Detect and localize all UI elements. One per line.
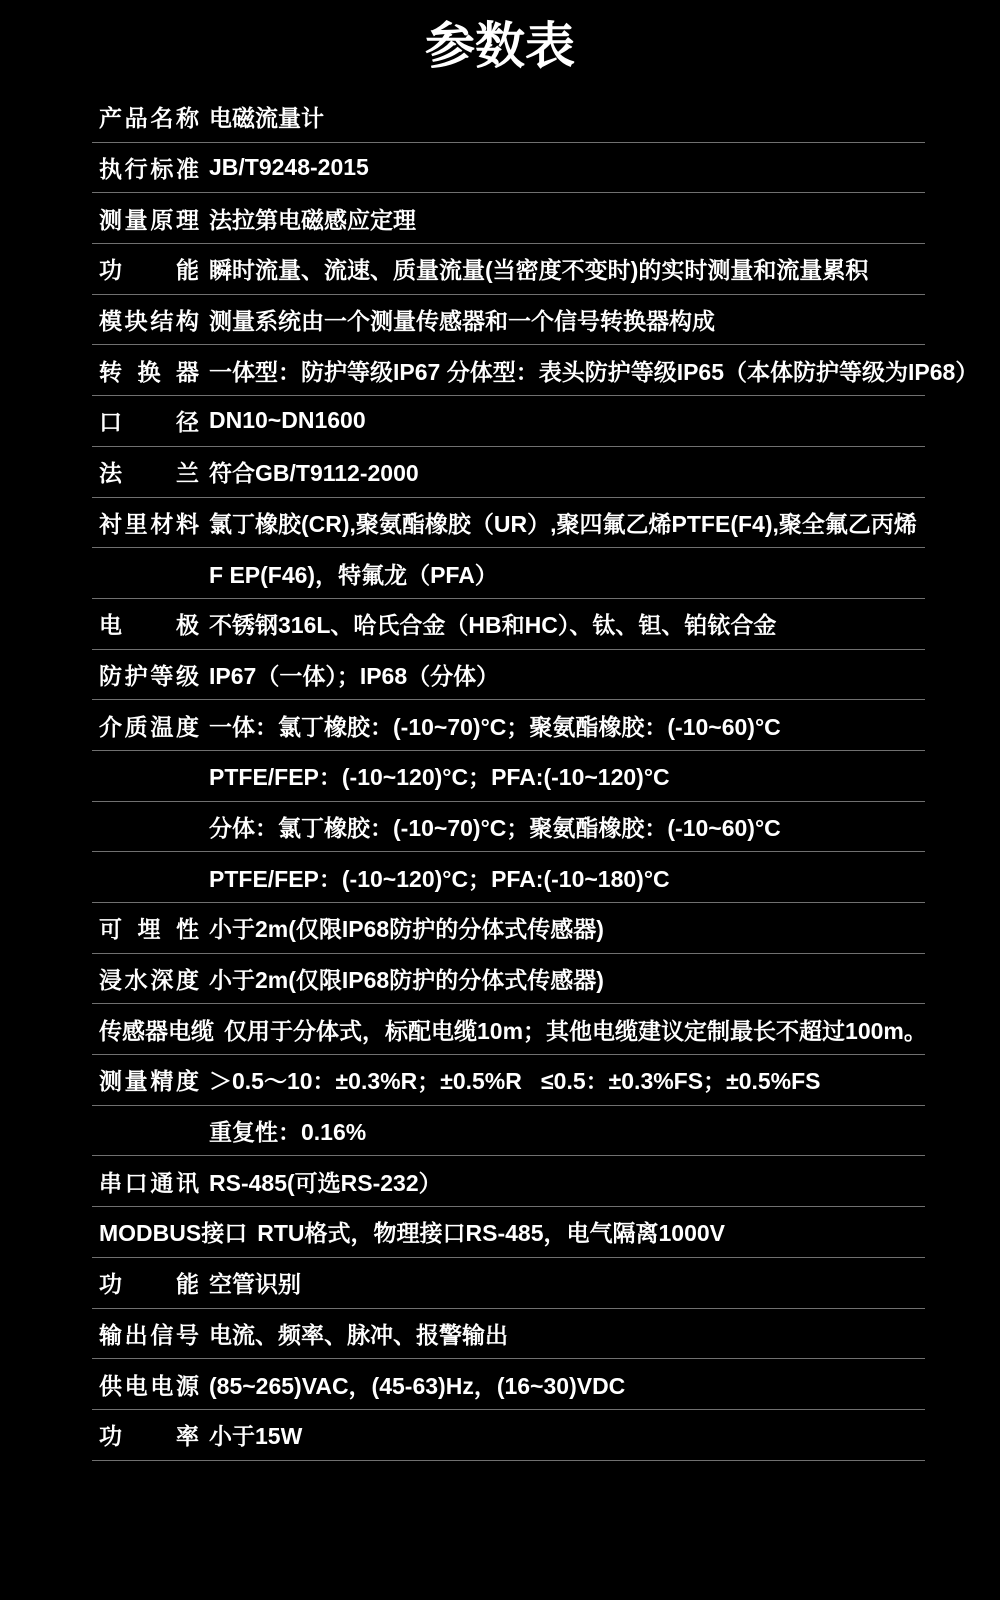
row-label: 供电电源 [99, 1372, 199, 1399]
row-value: (85~265)VAC，(45-63)Hz，(16~30)VDC [209, 1372, 626, 1399]
table-row [92, 548, 925, 599]
row-value: 仅用于分体式，标配电缆10m；其他电缆建议定制最长不超过100m。 [224, 1017, 927, 1044]
row-value: 小于2m(仅限IP68防护的分体式传感器) [209, 916, 604, 943]
row-label: 模块结构 [99, 308, 199, 335]
row-label: 产品名称 [99, 105, 199, 132]
row-label: 浸水深度 [99, 967, 199, 994]
row-label: 输出信号 [99, 1321, 199, 1348]
row-value: 电磁流量计 [209, 105, 324, 132]
table-row [92, 193, 925, 244]
table-row [92, 1156, 925, 1207]
table-row [92, 1055, 925, 1106]
row-value: 重复性：0.16% [209, 1119, 367, 1146]
table-row [92, 1309, 925, 1360]
row-value: 分体：氯丁橡胶：(-10~70)°C；聚氨酯橡胶：(-10~60)°C [209, 814, 781, 841]
row-value: 一体：氯丁橡胶：(-10~70)°C；聚氨酯橡胶：(-10~60)°C [209, 713, 781, 740]
table-row [92, 498, 925, 549]
row-label: 测量精度 [99, 1068, 199, 1095]
table-row [92, 396, 925, 447]
table-row [92, 1258, 925, 1309]
row-value: RS-485(可选RS-232） [209, 1169, 442, 1196]
row-value: 小于2m(仅限IP68防护的分体式传感器) [209, 967, 604, 994]
table-row [92, 1359, 925, 1410]
table-row [92, 244, 925, 295]
table-row [92, 802, 925, 853]
table-row [92, 92, 925, 143]
table-row [92, 599, 925, 650]
table-row [92, 1410, 925, 1461]
table-row [92, 345, 979, 396]
row-label: 可 埋 性 [99, 916, 199, 943]
row-label: 串口通讯 [99, 1169, 199, 1196]
page-title: 参数表 [425, 18, 575, 74]
row-label: 口 径 [99, 409, 199, 436]
row-value: DN10~DN1600 [209, 407, 366, 434]
table-row [92, 143, 925, 194]
table-row [92, 751, 925, 802]
row-label: 传感器电缆 [99, 1017, 214, 1044]
row-value: 不锈钢316L、哈氏合金（HB和HC）、钛、钽、铂铱合金 [209, 612, 777, 639]
row-value: 空管识别 [209, 1271, 301, 1298]
row-label: 转 换 器 [99, 358, 199, 385]
spec-table [92, 92, 979, 1461]
table-row [92, 650, 925, 701]
row-value: 测量系统由一个测量传感器和一个信号转换器构成 [209, 308, 715, 335]
table-row [92, 954, 925, 1005]
row-label: 电 极 [99, 612, 199, 639]
row-label: 测量原理 [99, 206, 199, 233]
row-label: 防护等级 [99, 662, 199, 689]
row-value: PTFE/FEP：(-10~120)°C；PFA:(-10~120)°C [209, 764, 670, 791]
row-value: IP67（一体）；IP68（分体） [209, 662, 500, 689]
row-value: 法拉第电磁感应定理 [209, 206, 416, 233]
row-label: 功 能 [99, 1271, 199, 1298]
row-label: 衬里材料 [99, 510, 199, 537]
row-value: 小于15W [209, 1423, 303, 1450]
row-value: F EP(F46)，特氟龙（PFA） [209, 561, 498, 588]
table-row [92, 700, 925, 751]
row-value: JB/T9248-2015 [209, 154, 369, 181]
row-label: 执行标准 [99, 156, 199, 183]
row-label: MODBUS接口 [99, 1220, 248, 1247]
table-row [92, 1004, 925, 1055]
table-row [92, 903, 925, 954]
table-row [92, 1207, 925, 1258]
row-label: 介质温度 [99, 713, 199, 740]
table-row [92, 295, 925, 346]
row-label: 功 率 [99, 1423, 199, 1450]
table-row [92, 852, 925, 903]
row-value: 瞬时流量、流速、质量流量(当密度不变时)的实时测量和流量累积 [209, 257, 869, 284]
row-label: 法 兰 [99, 460, 199, 487]
row-value: ＞0.5～10：±0.3%R；±0.5%R ≤0.5：±0.3%FS；±0.5%FS [209, 1068, 821, 1095]
row-label: 功 能 [99, 257, 199, 284]
row-value: 电流、频率、脉冲、报警输出 [209, 1321, 508, 1348]
row-value: 一体型：防护等级IP67 分体型：表头防护等级IP65（本体防护等级为IP68） [209, 358, 979, 385]
table-row [92, 1106, 925, 1157]
row-value: PTFE/FEP：(-10~120)°C；PFA:(-10~180)°C [209, 865, 670, 892]
table-row [92, 447, 925, 498]
row-value: 符合GB/T9112-2000 [209, 460, 419, 487]
row-value: 氯丁橡胶(CR),聚氨酯橡胶（UR）,聚四氟乙烯PTFE(F4),聚全氟乙丙烯 [209, 510, 917, 537]
row-value: RTU格式，物理接口RS-485，电气隔离1000V [257, 1220, 725, 1247]
